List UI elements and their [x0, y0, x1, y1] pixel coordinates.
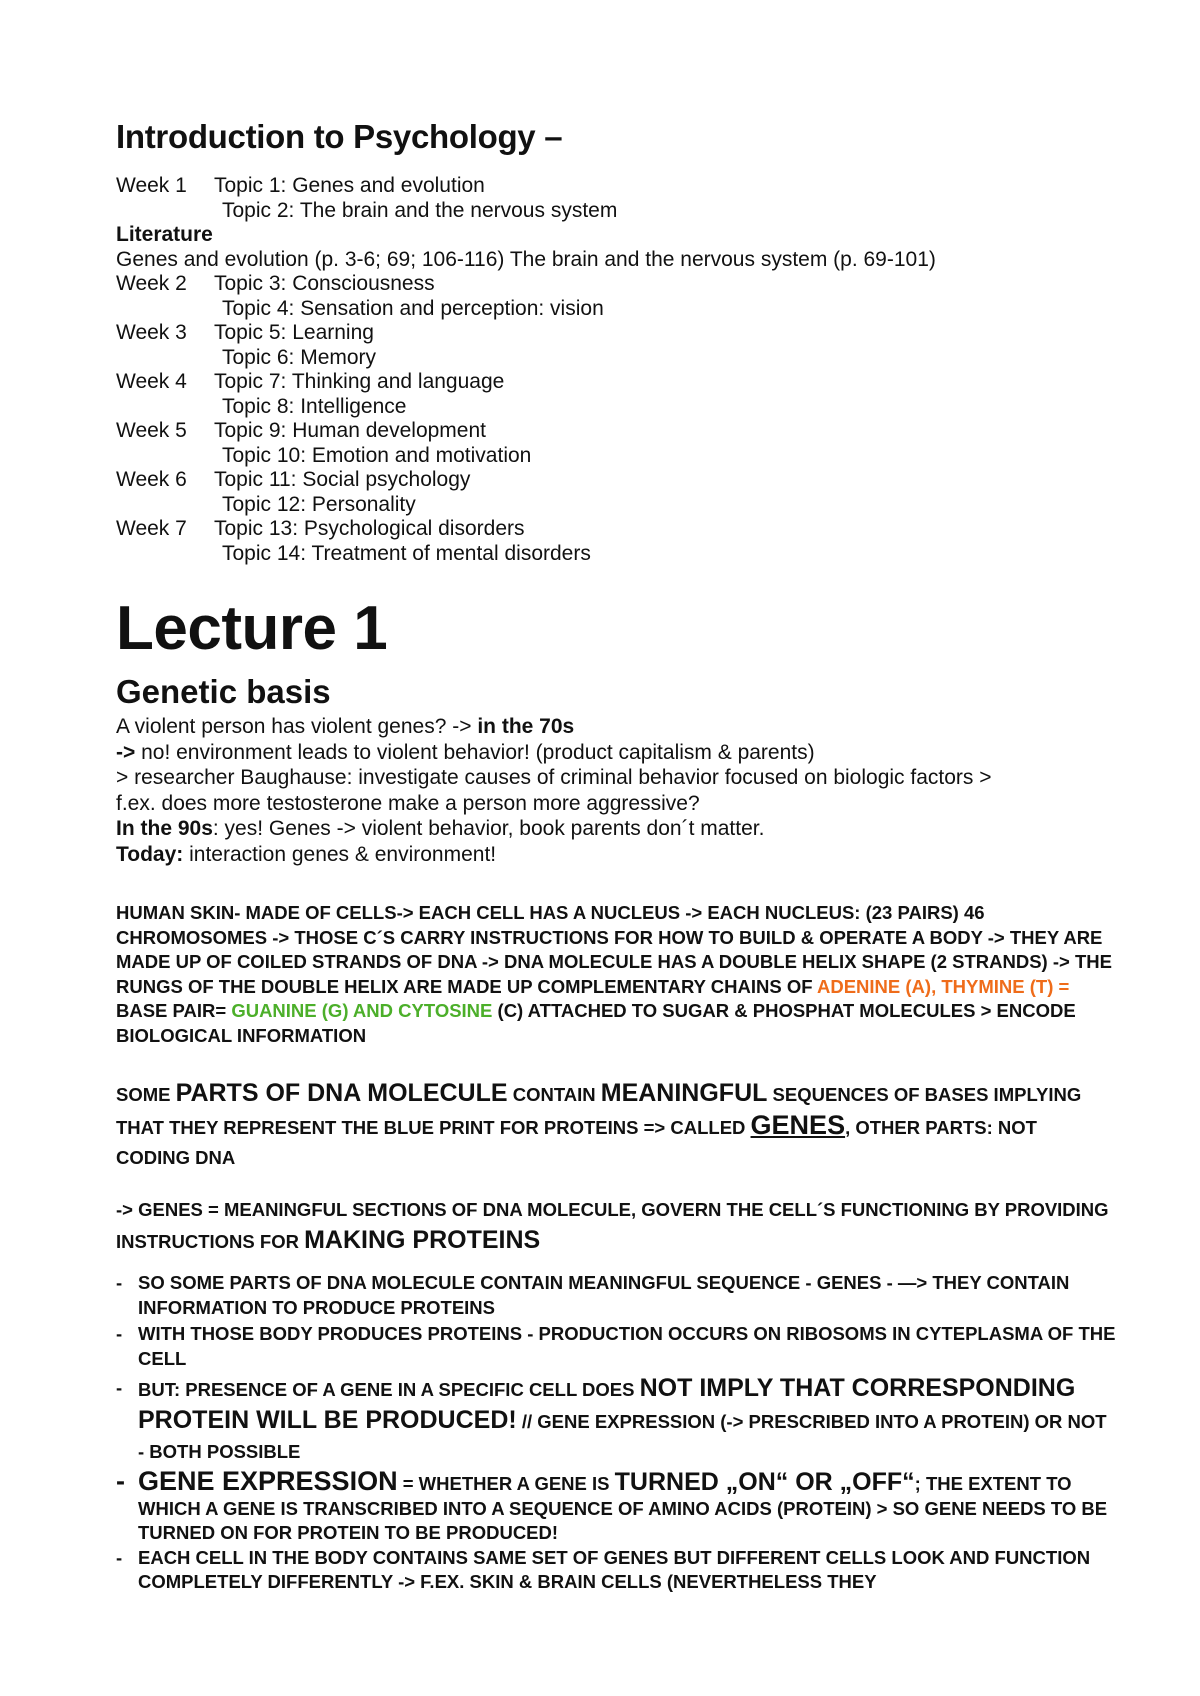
- topic-label: Topic 5: Learning: [214, 321, 374, 344]
- emphasis-large: MEANINGFUL: [600, 1079, 768, 1107]
- text-span: BUT: PRESENCE OF A GENE IN A SPECIFIC CELL DOES: [138, 1379, 640, 1400]
- week-label: Week 7: [116, 517, 187, 540]
- schedule-row: [116, 174, 1116, 199]
- week-spacer: [116, 444, 214, 469]
- week-spacer: [116, 493, 214, 518]
- topic-label: Topic 2: The brain and the nervous system: [222, 198, 618, 222]
- topic-label: Topic 1: Genes and evolution: [214, 174, 485, 197]
- week-label: Week 2: [116, 272, 187, 295]
- week-spacer: [116, 395, 214, 420]
- intro-line: > researcher Baughause: investigate causes of criminal behavior focused on biologic factors >: [116, 766, 992, 789]
- topic-label: Topic 13: Psychological disorders: [214, 517, 525, 540]
- schedule-row: [116, 395, 1116, 420]
- week-spacer: [116, 346, 214, 371]
- week-label: Week 1: [116, 174, 187, 197]
- text-span-bold: in the 70s: [477, 715, 575, 738]
- dna-paragraph: [116, 901, 1116, 1048]
- intro-line: [116, 816, 1116, 842]
- lecture-heading: Lecture 1: [116, 594, 388, 663]
- bullet-item: [116, 1466, 1116, 1546]
- text-span: : yes! Genes -> violent behavior, book parents don´t matter.: [212, 817, 765, 840]
- week-label: Week 6: [116, 468, 187, 491]
- genes-paragraph: [116, 1078, 1116, 1173]
- bullet-text: WITH THOSE BODY PRODUCES PROTEINS - PRODUCTION OCCURS ON RIBOSOMS IN CYTEPLASMA OF THE CELL: [138, 1323, 1116, 1369]
- intro-line: [116, 714, 1116, 740]
- bullet-dash: -: [116, 1377, 123, 1398]
- bullet-dash: -: [116, 1546, 123, 1568]
- section-heading: Genetic basis: [116, 673, 331, 710]
- intro-line: f.ex. does more testosterone make a person more aggressive?: [116, 791, 700, 815]
- text-span: SOME: [116, 1084, 176, 1105]
- text-span: BASE PAIR=: [116, 1000, 232, 1021]
- emphasis-large: MAKING PROTEINS: [304, 1226, 541, 1254]
- schedule-row: [116, 542, 1116, 567]
- bullet-item: [116, 1373, 1116, 1467]
- literature-text: Genes and evolution (p. 3-6; 69; 106-116) The brain and the nervous system (p. 69-101): [116, 247, 936, 271]
- bullet-dash: -: [116, 1466, 125, 1496]
- course-schedule: [116, 174, 1116, 566]
- highlight-orange: ADENINE (A), THYMINE (T) =: [816, 975, 1070, 997]
- bullet-list: [116, 1271, 1116, 1595]
- topic-label: Topic 11: Social psychology: [214, 468, 471, 491]
- topic-label: Topic 14: Treatment of mental disorders: [222, 541, 591, 565]
- bullet-item: [116, 1271, 1116, 1320]
- text-span: = WHETHER A GENE IS: [397, 1473, 615, 1494]
- intro-line: [116, 740, 1116, 766]
- schedule-row: [116, 468, 1116, 493]
- text-span-bold: Today:: [116, 842, 184, 866]
- document-body: [116, 118, 1116, 1595]
- text-span: // GENE EXPRESSION (-> PRESCRIBED INTO A PROTEIN) OR NOT - BOTH POSSIBLE: [138, 1411, 1107, 1462]
- text-span: HUMAN SKIN- MADE OF CELLS-> EACH CELL HAS A NUCLEUS -> EACH NUCLEUS: (23 PAIRS) 46 CHROMOSOMES -> THOSE C´S CARRY INSTRUCTIONS FOR HOW TO BUILD & OPERATE A BODY -> THEY ARE MADE UP OF COILED STRANDS OF DNA -> DNA MOLECULE HAS A DOUBLE HELIX SHAPE (2 STRANDS) -> THE RUNGS OF THE DOUBLE HELIX ARE MADE UP COMPLEMENTARY CHAINS OF: [116, 902, 1112, 997]
- text-span: ; THE EXTENT TO WHICH A GENE IS TRANSCRIBED INTO A SEQUENCE OF AMINO ACIDS (PROTEIN) > SO GENE NEEDS TO BE TURNED ON FOR PROTEIN TO BE PRODUCED!: [138, 1473, 1108, 1543]
- intro-text: [116, 714, 1116, 867]
- emphasis-large: GENE EXPRESSION: [138, 1466, 398, 1496]
- week-spacer: [116, 199, 214, 224]
- literature-heading: Literature: [116, 223, 213, 246]
- week-spacer: [116, 297, 214, 322]
- highlight-green: GUANINE (G) AND CYTOSINE: [231, 1000, 493, 1021]
- schedule-row: [116, 199, 1116, 224]
- bullet-item: [116, 1546, 1116, 1595]
- emphasis-large: PARTS OF DNA MOLECULE: [175, 1079, 508, 1107]
- document-title: Introduction to Psychology –: [116, 118, 563, 155]
- schedule-row: [116, 517, 1116, 542]
- schedule-row: [116, 370, 1116, 395]
- topic-label: Topic 10: Emotion and motivation: [222, 443, 532, 467]
- text-span-bold: ->: [116, 740, 142, 764]
- intro-line: [116, 842, 1116, 868]
- schedule-row: [116, 346, 1116, 371]
- bullet-dash: -: [116, 1323, 123, 1344]
- schedule-row: [116, 444, 1116, 469]
- week-label: Week 5: [116, 419, 187, 442]
- text-span: -> GENES = MEANINGFUL SECTIONS OF DNA MOLECULE, GOVERN THE CELL´S FUNCTIONING BY PROVIDING INSTRUCTIONS FOR: [116, 1199, 1109, 1252]
- text-span: , OTHER PARTS: NOT CODING DNA: [116, 1117, 1037, 1168]
- text-span: CONTAIN: [507, 1084, 601, 1105]
- bullet-item: [116, 1322, 1116, 1371]
- text-span-bold: In the 90s: [116, 817, 213, 840]
- topic-label: Topic 6: Memory: [222, 345, 377, 369]
- week-spacer: [116, 542, 214, 567]
- emphasis-large: NOT IMPLY THAT CORRESPONDING PROTEIN WILL BE PRODUCED!: [138, 1374, 1076, 1434]
- schedule-row: [116, 493, 1116, 518]
- schedule-row: [116, 419, 1116, 444]
- text-span: SEQUENCES OF BASES IMPLYING THAT THEY REPRESENT THE BLUE PRINT FOR PROTEINS => CALLED: [116, 1084, 1082, 1138]
- text-span: A violent person has violent genes? ->: [116, 715, 478, 738]
- emphasis-underlined: GENES: [750, 1110, 846, 1140]
- schedule-row: [116, 321, 1116, 346]
- topic-label: Topic 12: Personality: [222, 492, 416, 516]
- week-label: Week 3: [116, 321, 187, 344]
- bullet-text: SO SOME PARTS OF DNA MOLECULE CONTAIN MEANINGFUL SEQUENCE - GENES - —> THEY CONTAIN INFORMATION TO PRODUCE PROTEINS: [138, 1272, 1070, 1318]
- topic-label: Topic 7: Thinking and language: [214, 370, 505, 393]
- week-label: Week 4: [116, 370, 187, 393]
- bullet-dash: -: [116, 1272, 123, 1293]
- genes-definition-paragraph: [116, 1195, 1116, 1257]
- emphasis-large: TURNED „ON“ OR „OFF“: [614, 1468, 915, 1496]
- schedule-row: [116, 272, 1116, 297]
- schedule-row: [116, 297, 1116, 322]
- topic-label: Topic 8: Intelligence: [222, 394, 407, 418]
- topic-label: Topic 4: Sensation and perception: vision: [222, 296, 604, 320]
- topic-label: Topic 3: Consciousness: [214, 272, 435, 295]
- text-span: interaction genes & environment!: [183, 842, 497, 866]
- text-span: no! environment leads to violent behavior! (product capitalism & parents): [141, 740, 815, 764]
- bullet-text: EACH CELL IN THE BODY CONTAINS SAME SET OF GENES BUT DIFFERENT CELLS LOOK AND FUNCTION COMPLETELY DIFFERENTLY -> F.EX. SKIN & BRAIN CELLS (NEVERTHELESS THEY: [138, 1546, 1091, 1592]
- text-span: (C) ATTACHED TO SUGAR & PHOSPHAT MOLECULES > ENCODE BIOLOGICAL INFORMATION: [116, 1000, 1076, 1046]
- topic-label: Topic 9: Human development: [214, 419, 486, 442]
